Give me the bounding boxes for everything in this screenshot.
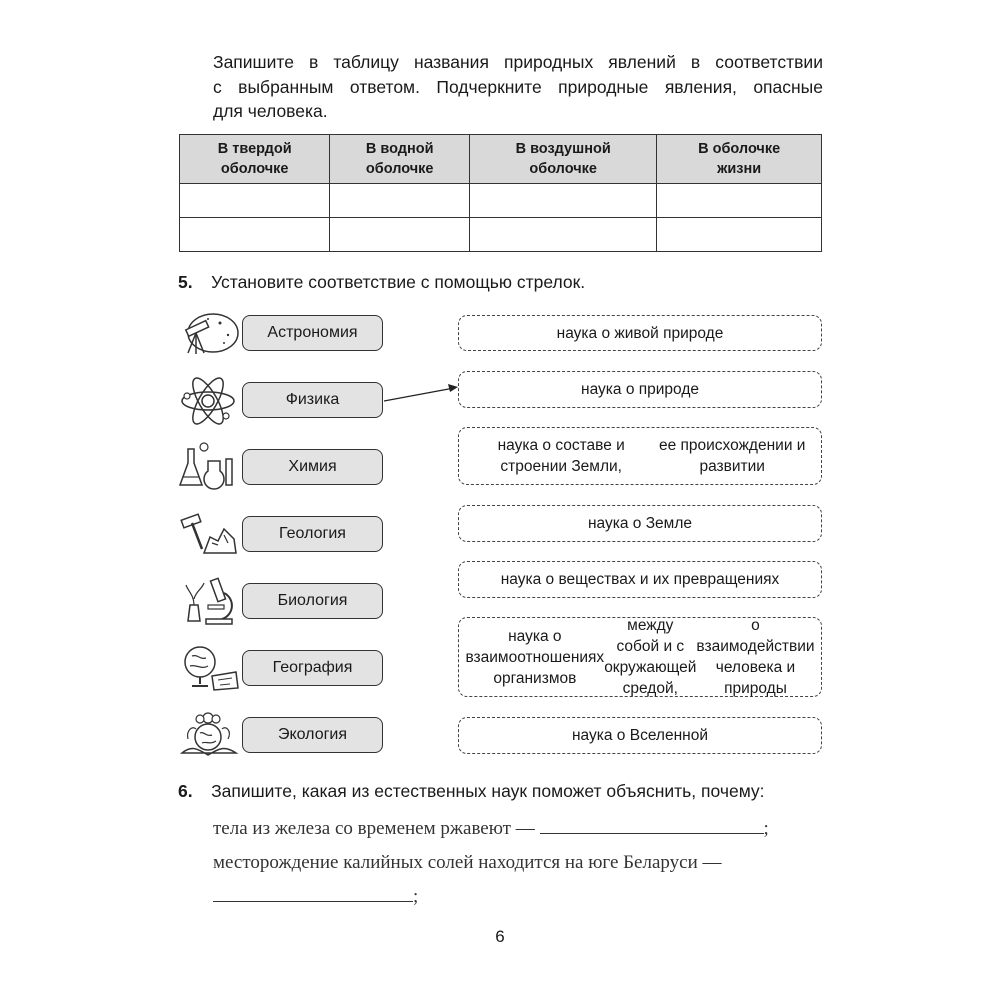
flask-icon [178,441,240,491]
definition-earth[interactable]: наука о Земле [458,505,822,542]
definition-universe[interactable]: наука о Вселенной [458,717,822,754]
definition-living-nature[interactable]: наука о живой природе [458,315,822,351]
table-cell[interactable] [470,184,657,218]
task6-line-3 [213,886,418,908]
science-astronomy[interactable]: Астрономия [242,315,383,351]
definition-earth-composition[interactable]: наука о составе и строении Земли, ее происхождении и развитии [458,427,822,485]
table-header-row [180,135,822,184]
earth-flower-icon [178,709,240,759]
table-cell[interactable] [657,184,822,218]
task6-line-3-end: ; [413,886,419,907]
science-geography[interactable]: География [242,650,383,686]
example-arrow [380,375,465,410]
science-physics[interactable]: Физика [242,382,383,418]
task6-line-1-end: ; [763,818,769,839]
definition-substances[interactable]: наука о веществах и их превращениях [458,561,822,598]
intro-paragraph [213,50,823,124]
science-geology[interactable]: Геология [242,516,383,552]
task6-line-2: месторождение калийных солей находится на юге Беларуси — [213,852,722,873]
header-water-shell: В водной оболочке [330,135,470,184]
task6-heading [178,781,765,802]
header-solid-shell: В твердой оболочке [180,135,330,184]
intro-line-1: Запишите в таблицу названия природных явлений в соответствии [213,52,823,72]
table-cell[interactable] [657,218,822,252]
task5-number: 5. [178,272,193,292]
science-ecology[interactable]: Экология [242,717,383,753]
page-number: 6 [495,927,505,946]
answer-blank-2[interactable] [213,900,413,902]
task6-text: Запишите, какая из естественных наук поможет объяснить, почему: [211,781,765,801]
telescope-icon [178,309,240,359]
task5-heading [178,272,585,293]
table-row [180,184,822,218]
science-biology[interactable]: Биология [242,583,383,619]
science-chemistry[interactable]: Химия [242,449,383,485]
table-cell[interactable] [330,218,470,252]
task6-number: 6. [178,781,193,801]
globe-map-icon [178,642,240,692]
header-air-shell: В воздушной оболочке [470,135,657,184]
task6-line-1-text: тела из железа со временем ржавеют — [213,818,535,839]
intro-line-2: с выбранным ответом. Подчеркните природные явления, опасные [213,76,823,97]
task5-text: Установите соответствие с помощью стрелок. [211,272,586,292]
table-cell[interactable] [330,184,470,218]
definition-organism-relations[interactable]: наука о взаимоотношениях организмов между собой и с окружающей средой, о взаимодействии человека и природы [458,617,822,697]
table-cell[interactable] [470,218,657,252]
table-cell[interactable] [180,218,330,252]
microscope-icon [178,575,240,625]
table-row [180,218,822,252]
answer-blank-1[interactable] [540,832,764,834]
phenomena-table [179,134,822,252]
definition-nature[interactable]: наука о природе [458,371,822,408]
atom-icon [178,376,240,426]
hammer-rocks-icon [178,509,240,559]
intro-line-3: для человека. [213,101,328,121]
header-life-shell: В оболочке жизни [657,135,822,184]
task6-line-1 [213,818,769,840]
table-cell[interactable] [180,184,330,218]
